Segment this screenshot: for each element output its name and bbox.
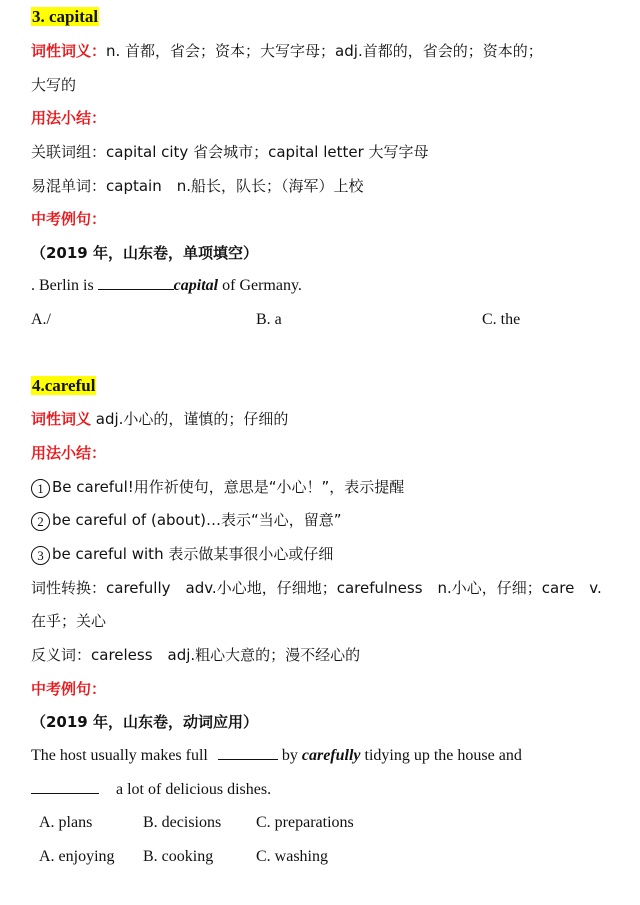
s4-q-answer: carefully <box>301 747 361 764</box>
s4-q-part4: a lot of delicious dishes. <box>116 781 272 798</box>
s3-source: （2019 年，山东卷，单项填空） <box>31 244 258 262</box>
s4-option-1b: B. decisions <box>143 814 222 831</box>
s4-usage-item-1 <box>31 476 404 498</box>
s3-q-answer: capital <box>173 277 219 294</box>
s4-q-part3: tidying up the house and <box>360 747 522 764</box>
s4-antonym: 反义词：careless adj.粗心大意的；漫不经心的 <box>31 646 361 664</box>
s4-option-2a: A. enjoying <box>39 848 115 865</box>
circled-number-1: 1 <box>31 479 50 498</box>
s4-question-line-2 <box>31 779 271 801</box>
s3-pos-text: n. 首都，省会；资本；大写字母；adj.首都的，省会的；资本的； <box>106 42 543 60</box>
s4-usage-text-1: Be careful!用作祈使句，意思是“小心！”，表示提醒 <box>52 478 405 496</box>
s4-option-2c: C. washing <box>256 848 328 865</box>
s4-conversion-1: 词性转换：carefully adv.小心地，仔细地；carefulness n.小心，仔细；care v. <box>31 579 602 597</box>
s4-q-blank-2 <box>31 779 99 794</box>
s4-pos-label: 词性词义 <box>31 410 92 428</box>
s4-pos-line <box>31 408 288 430</box>
s3-q-before: . Berlin is <box>31 277 98 294</box>
s4-option-2b: B. cooking <box>143 848 214 865</box>
s3-option-b: B. a <box>256 311 282 328</box>
s3-question <box>31 275 302 297</box>
s3-q-after: of Germany. <box>218 277 302 294</box>
s4-usage-label: 用法小结： <box>31 444 107 462</box>
s3-option-c: C. the <box>482 311 521 328</box>
section-4-heading: 4.careful <box>32 376 96 395</box>
s4-usage-item-3 <box>31 543 333 565</box>
section-3-heading-line <box>31 6 99 28</box>
s4-q-part1: The host usually makes full <box>31 747 208 764</box>
s4-usage-text-2: be careful of (about)…表示“当心，留意” <box>52 511 342 529</box>
s4-q-part2: by <box>277 747 302 764</box>
s3-pos-line <box>31 40 543 62</box>
s3-option-a: A./ <box>31 311 51 328</box>
s4-option-1c: C. preparations <box>256 814 354 831</box>
circled-number-2: 2 <box>31 512 50 531</box>
s4-usage-text-3: be careful with 表示做某事很小心或仔细 <box>52 545 334 563</box>
s3-usage-label: 用法小结： <box>31 109 107 127</box>
circled-number-3: 3 <box>31 546 50 565</box>
s4-question-line-1 <box>31 745 522 767</box>
s3-exam-label: 中考例句： <box>31 210 107 228</box>
s4-q-blank-1 <box>218 745 278 760</box>
s4-conversion-2: 在乎；关心 <box>31 612 107 630</box>
s4-pos-text: adj.小心的，谨慎的；仔细的 <box>91 410 289 428</box>
s4-usage-item-2 <box>31 509 342 531</box>
s4-option-1a: A. plans <box>39 814 93 831</box>
s4-exam-label: 中考例句： <box>31 680 107 698</box>
s4-source: （2019 年，山东卷，动词应用） <box>31 713 258 731</box>
s3-related: 关联词组：capital city 省会城市；capital letter 大写字母 <box>31 143 429 161</box>
s3-confusing: 易混单词：captain n.船长，队长；（海军）上校 <box>31 177 364 195</box>
s3-pos-label: 词性词义： <box>31 42 107 60</box>
s3-pos-text-2: 大写的 <box>31 76 77 94</box>
section-3-heading: 3. capital <box>32 7 99 26</box>
s3-q-blank <box>98 275 174 290</box>
section-4-heading-line <box>31 375 96 397</box>
